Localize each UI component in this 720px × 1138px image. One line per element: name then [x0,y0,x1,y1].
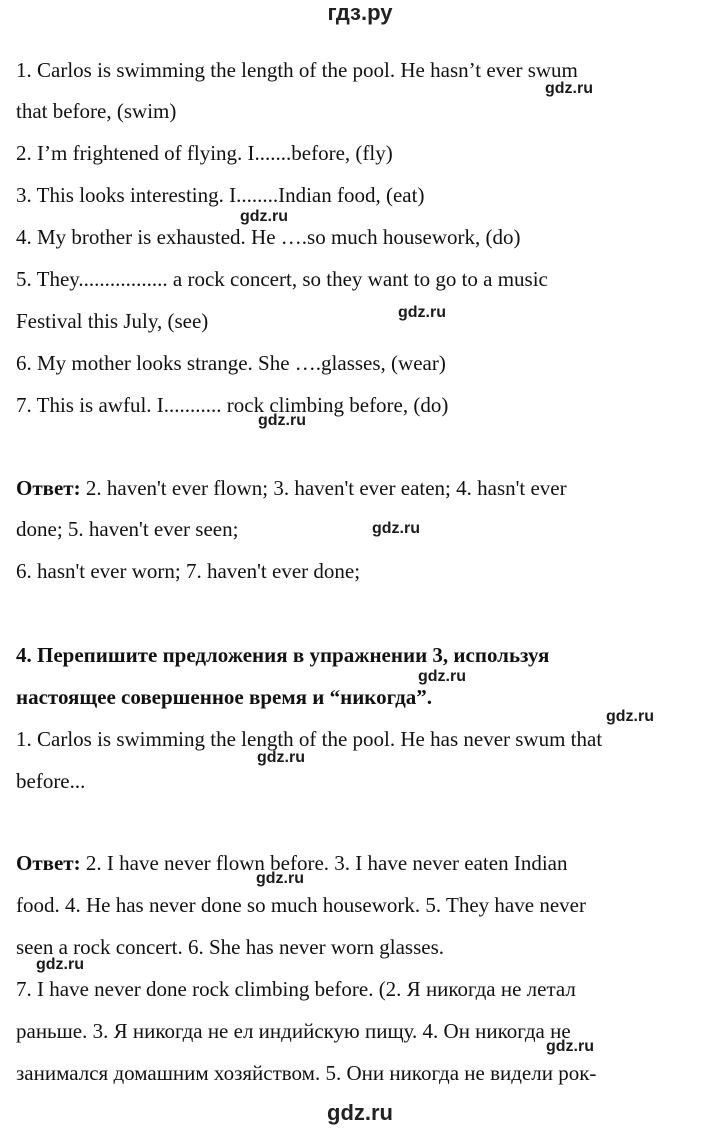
exercise-line: 5. They................. a rock concert, so they want to go to a music [16,267,548,291]
watermark: gdz.ru [240,208,288,225]
answer-line: food. 4. He has never done so much housework. 5. They have never [16,893,586,917]
watermark: gdz.ru [372,520,420,537]
answer-text: 2. I have never flown before. 3. I have never eaten Indian [80,851,568,875]
site-header: гдз.ру [327,0,393,25]
watermark: gdz.ru [398,304,446,321]
watermark: gdz.ru [546,1038,594,1055]
answer-label: Ответ: [16,476,81,500]
exercise-line: 2. I’m frightened of flying. I.......before, (fly) [16,141,393,165]
exercise-line: 1. Carlos is swimming the length of the pool. He hasn’t ever swum [16,58,578,82]
exercise-title: 4. Перепишите предложения в упражнении 3, используя [16,643,550,667]
exercise-line: 3. This looks interesting. I........Indian food, (eat) [16,183,425,207]
answer-line [16,475,567,501]
answer-line: занимался домашним хозяйством. 5. Они никогда не видели рок- [16,1061,597,1085]
answer-line: 6. hasn't ever worn; 7. haven't ever done; [16,559,361,583]
answer-line: done; 5. haven't ever seen; [16,517,239,541]
exercise-line: 4. My brother is exhausted. He ….so much housework, (do) [16,225,521,249]
answer-line: раньше. 3. Я никогда не ел индийскую пищу. 4. Он никогда не [16,1019,571,1043]
watermark: gdz.ru [258,412,306,429]
exercise-line: 7. This is awful. I........... rock climbing before, (do) [16,393,449,417]
exercise-line: Festival this July, (see) [16,309,209,333]
watermark: gdz.ru [606,708,654,725]
watermark: gdz.ru [545,80,593,97]
answer-label: Ответ: [16,851,81,875]
watermark: gdz.ru [418,668,466,685]
site-footer: gdz.ru [327,1100,393,1125]
watermark: gdz.ru [256,870,304,887]
exercise-title: настоящее совершенное время и “никогда”. [16,685,432,709]
answer-line: 7. I have never done rock climbing before. (2. Я никогда не летал [16,977,576,1001]
watermark: gdz.ru [257,749,305,766]
answer-text: 2. haven't ever flown; 3. haven't ever eaten; 4. hasn't ever [80,476,567,500]
exercise-line: that before, (swim) [16,99,177,123]
exercise-line: 1. Carlos is swimming the length of the pool. He has never swum that [16,727,603,751]
answer-line: seen a rock concert. 6. She has never worn glasses. [16,935,445,959]
exercise-line: before... [16,769,86,793]
watermark: gdz.ru [36,956,84,973]
exercise-line: 6. My mother looks strange. She ….glasses, (wear) [16,351,446,375]
